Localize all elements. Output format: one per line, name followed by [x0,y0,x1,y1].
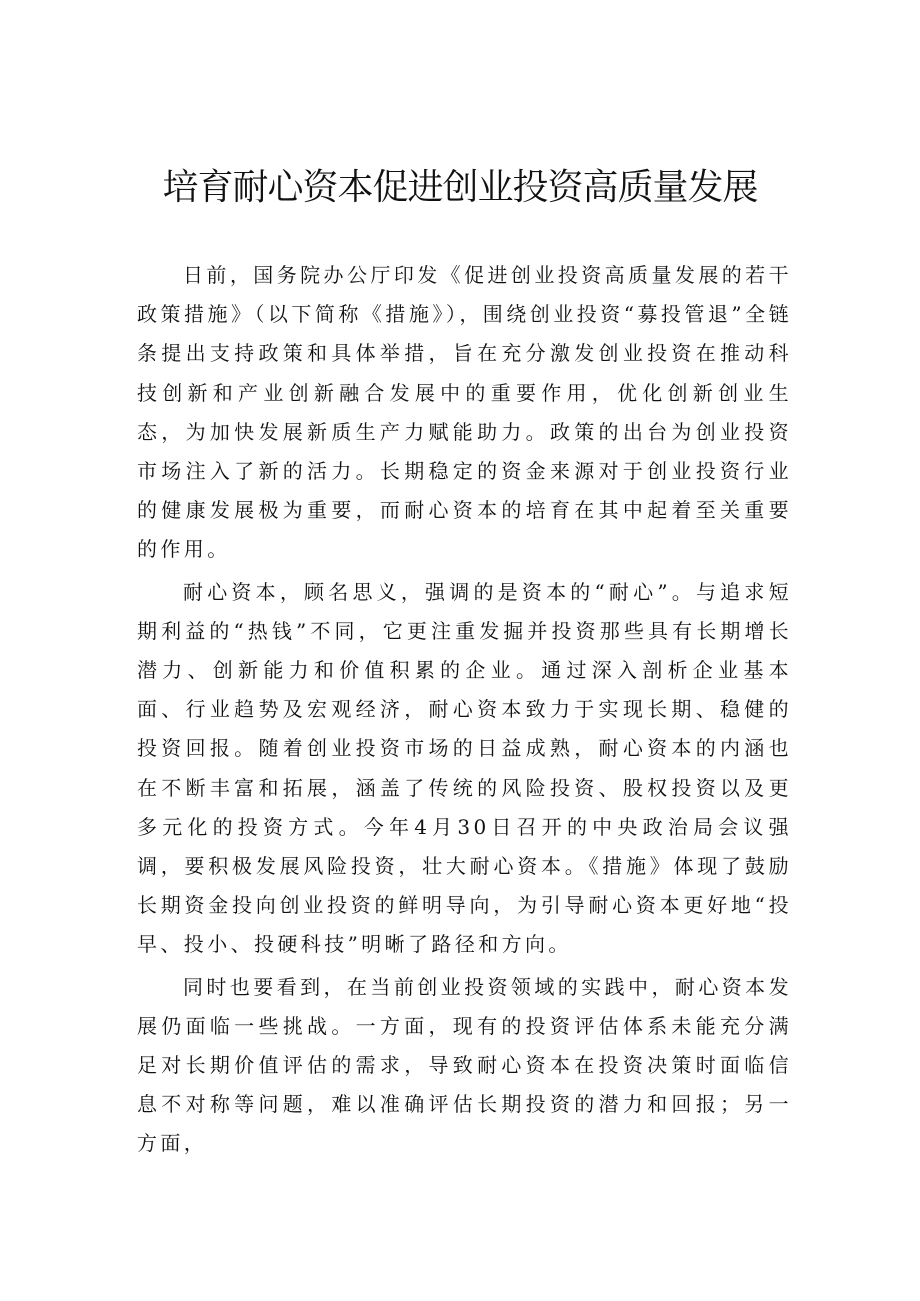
document-body [137,256,792,1167]
paragraph: 同时也要看到，在当前创业投资领域的实践中，耐心资本发展仍面临一些挑战。一方面，现有的投资评估体系未能充分满足对长期价值评估的需求，导致耐心资本在投资决策时面临信息不对称等问题，难以准确评估长期投资的潜力和回报；另一方面， [137,974,792,1156]
document-title: 培育耐心资本促进创业投资高质量发展 [162,167,758,208]
paragraph: 耐心资本，顾名思义，强调的是资本的“耐心”。与追求短期利益的“热钱”不同，它更注重发掘并投资那些具有长期增长潜力、创新能力和价值积累的企业。通过深入剖析企业基本面、行业趋势及宏观经济，耐心资本致力于实现长期、稳健的投资回报。随着创业投资市场的日益成熟，耐心资本的内涵也在不断丰富和拓展，涵盖了传统的风险投资、股权投资以及更多元化的投资方式。今年4月30日召开的中央政治局会议强调，要积极发展风险投资，壮大耐心资本。《措施》体现了鼓励长期资金投向创业投资的鲜明导向，为引导耐心资本更好地“投早、投小、投硬科技”明晰了路径和方向。 [137,579,792,957]
paragraph: 日前，国务院办公厅印发《促进创业投资高质量发展的若干政策措施》（以下简称《措施》），围绕创业投资“募投管退”全链条提出支持政策和具体举措，旨在充分激发创业投资在推动科技创新和产业创新融合发展中的重要作用，优化创新创业生态，为加快发展新质生产力赋能助力。政策的出台为创业投资市场注入了新的活力。长期稳定的资金来源对于创业投资行业的健康发展极为重要，而耐心资本的培育在其中起着至关重要的作用。 [137,263,792,562]
